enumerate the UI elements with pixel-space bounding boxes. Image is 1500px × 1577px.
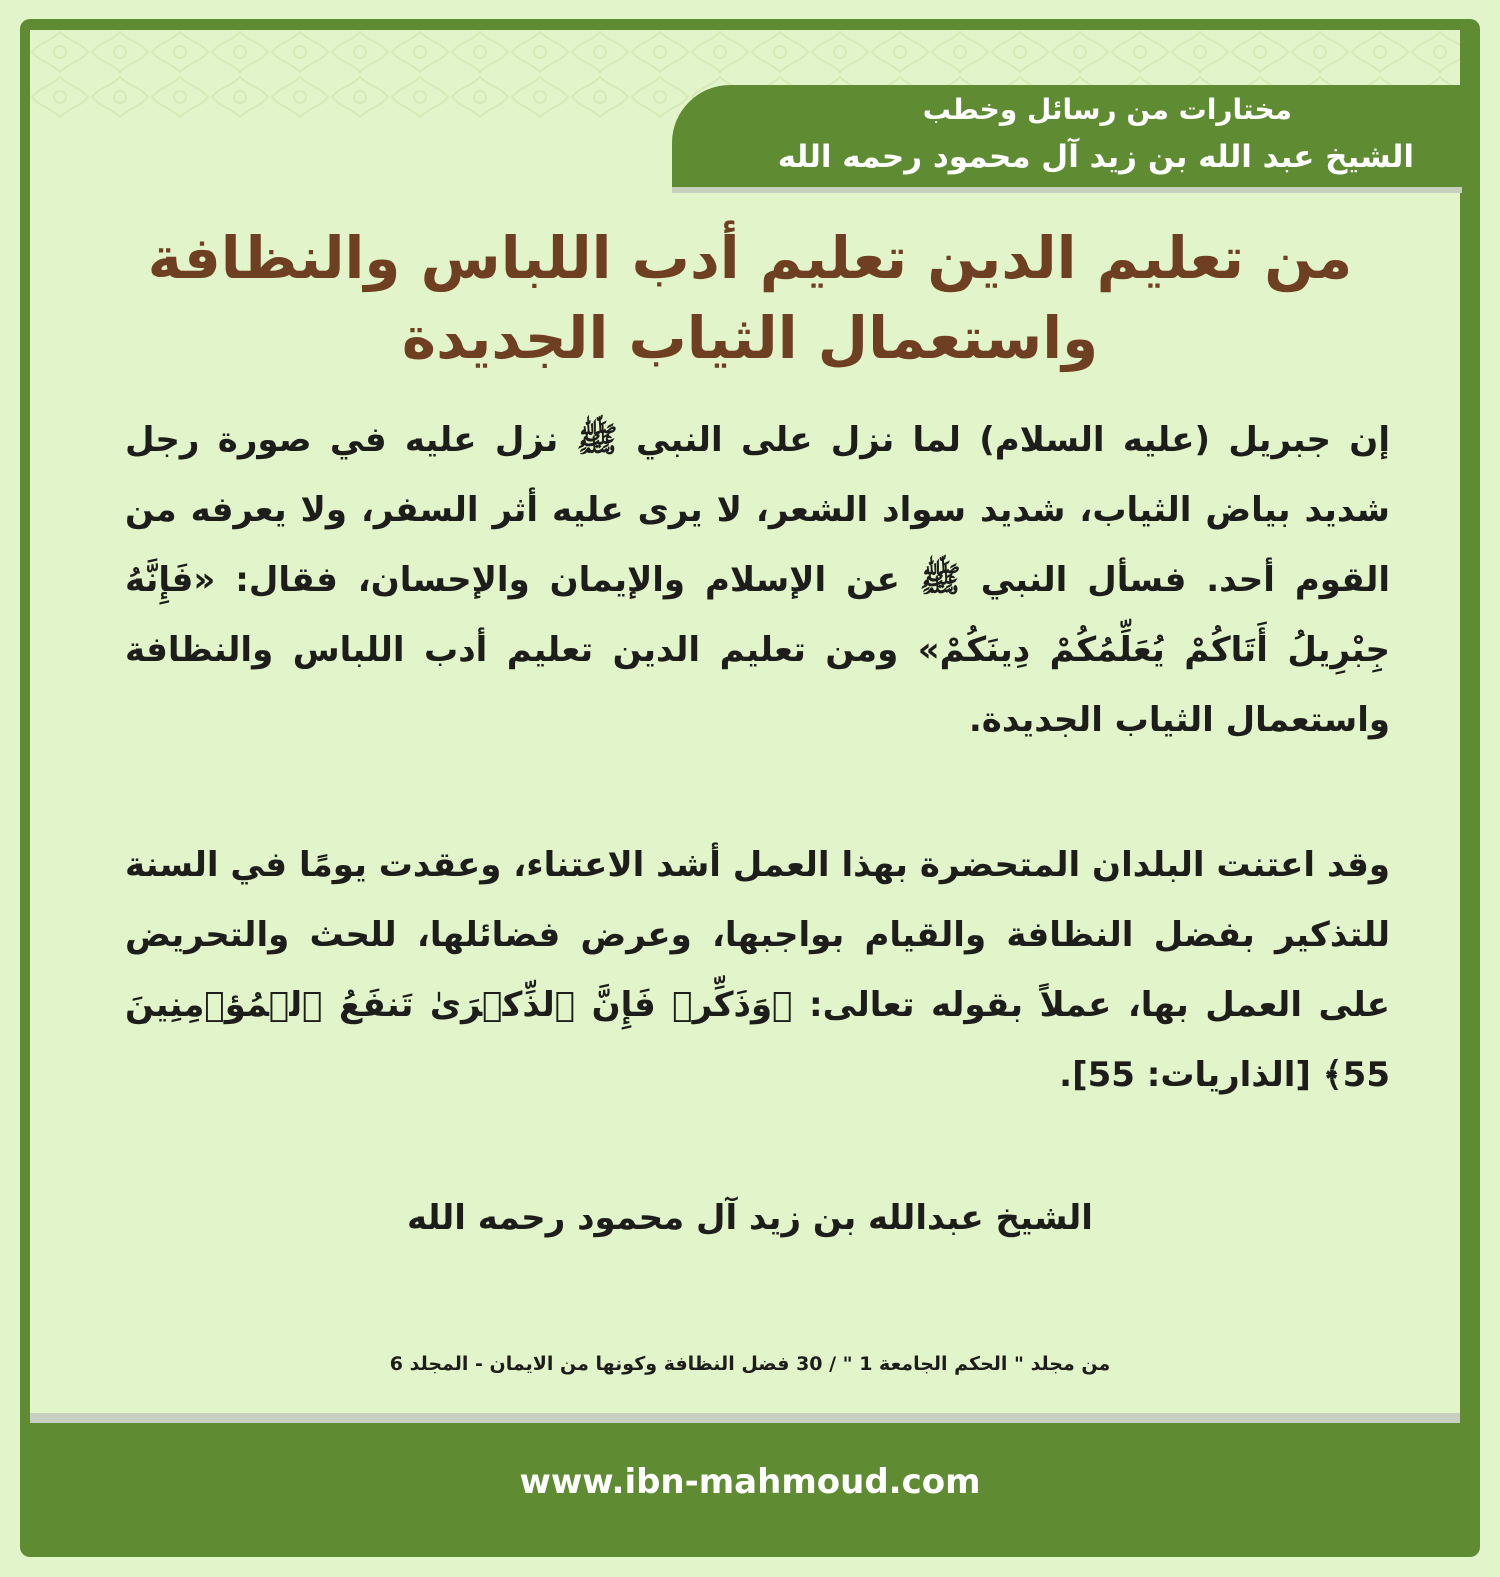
header-ribbon xyxy=(672,85,1462,187)
source-reference: من مجلد " الحكم الجامعة 1 " / 30 فضل النظافة وكونها من الايمان - المجلد 6 xyxy=(389,1353,1111,1375)
paragraph-2: وقد اعتنت البلدان المتحضرة بهذا العمل أشد الاعتناء، وعقدت يومًا في السنة للتذكير بفضل النظافة والقيام بواجبها، وعرض فضائلها، للحث والتحريض على العمل بها، عملاً بقوله تعالى: ﴿وَذَكِّرۡ فَإِنَّ ٱلذِّكۡرَىٰ تَنفَعُ ٱلۡمُؤۡمِنِينَ 55﴾ [الذاريات: 55]. xyxy=(125,845,1390,1095)
title-line2: واستعمال الثياب الجديدة xyxy=(401,304,1099,372)
paragraph-1: إن جبريل (عليه السلام) لما نزل على النبي ﷺ نزل عليه في صورة رجل شديد بياض الثياب، شديد سواد الشعر، لا يرى عليه أثر السفر، ولا يعرفه من القوم أحد. فسأل النبي ﷺ عن الإسلام والإيمان والإحسان، فقال: «فَإِنَّهُ جِبْرِيلُ أَتَاكُمْ يُعَلِّمُكُمْ دِينَكُمْ» ومن تعليم الدين تعليم أدب اللباس والنظافة واستعمال الثياب الجديدة. xyxy=(125,420,1390,740)
footer-shadow xyxy=(30,1413,1460,1423)
website-link[interactable]: www.ibn-mahmoud.com xyxy=(519,1462,981,1502)
page-title xyxy=(140,218,1360,378)
header-line2: الشيخ عبد الله بن زيد آل محمود رحمه الله xyxy=(777,139,1414,175)
title-line1: من تعليم الدين تعليم أدب اللباس والنظافة xyxy=(147,224,1353,292)
author-signature: الشيخ عبدالله بن زيد آل محمود رحمه الله xyxy=(407,1198,1093,1238)
header-line1: مختارات من رسائل وخطب xyxy=(922,93,1292,126)
footer-bar xyxy=(20,1423,1480,1557)
